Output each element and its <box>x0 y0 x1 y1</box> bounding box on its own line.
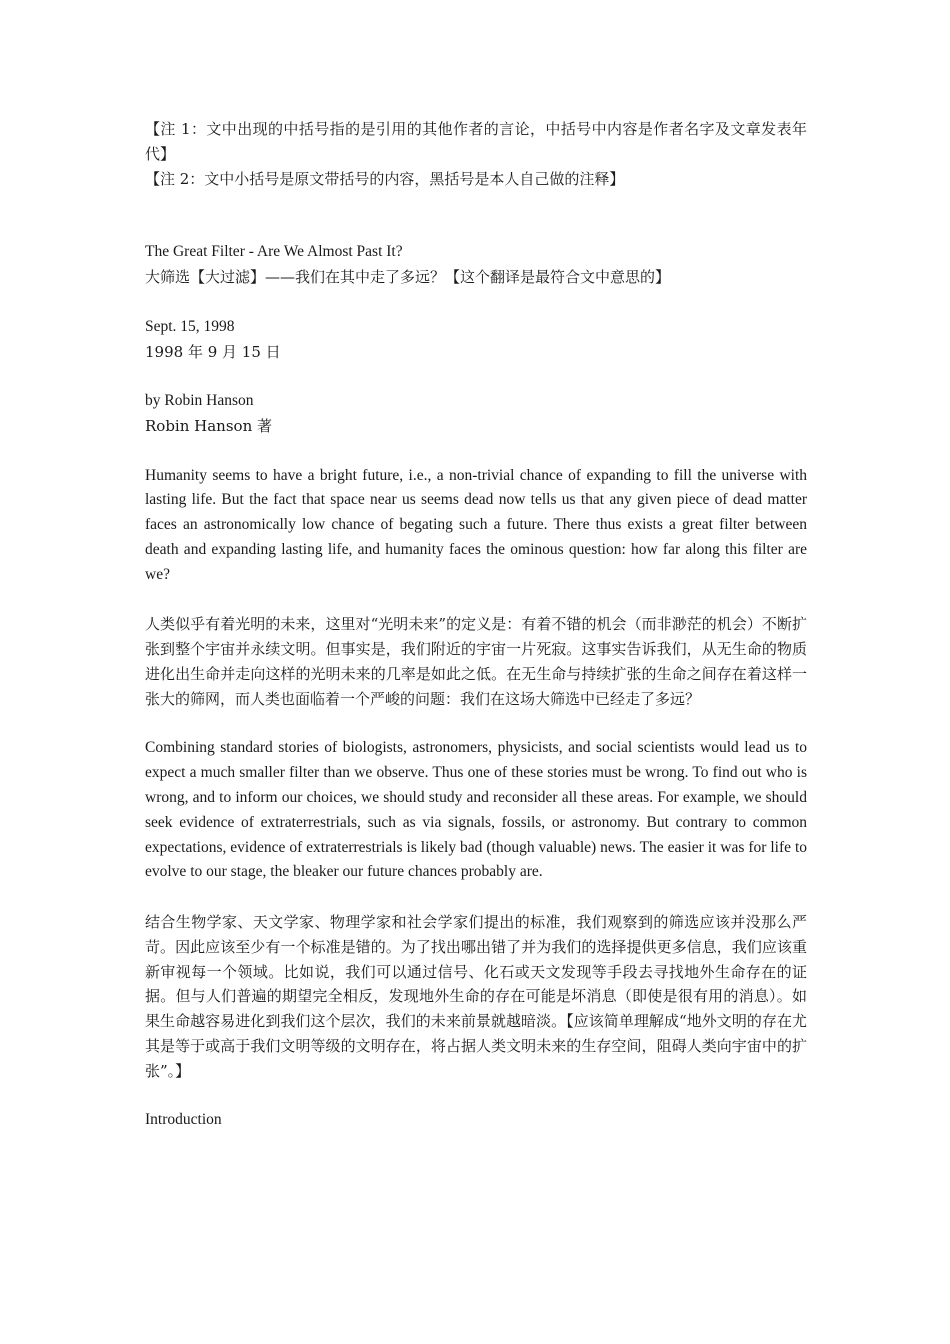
date-block <box>145 315 807 365</box>
date-english: Sept. 15, 1998 <box>145 317 235 335</box>
author-chinese: Robin Hanson 著 <box>145 416 272 435</box>
author-english: by Robin Hanson <box>145 392 254 410</box>
note-2: 【注 2：文中小括号是原文带括号的内容，黑括号是本人自己做的注释】 <box>145 169 625 188</box>
date-chinese: 1998 年 9 月 15 日 <box>145 342 281 361</box>
paragraph-2-english: Combining standard stories of biologists, astronomers, physicists, and social scientists would lead us to expect a much smaller filter than we observe. Thus one of these stories must be wrong. To find out who is wrong, and to inform our choices, we should study and reconsider all these areas. For example, we should seek evidence of extraterrestrials, such as via signals, fossils, or astronomy. But contrary to common expectations, evidence of extraterrestrials is likely bad (though valuable) news. The easier it was for life to evolve to our stage, the bleaker our future chances probably are. <box>145 739 807 881</box>
author-block <box>145 389 807 439</box>
document-page <box>145 117 807 1133</box>
note-1: 【注 1：文中出现的中括号指的是引用的其他作者的言论，中括号中内容是作者名字及文章发表年代】 <box>145 120 807 163</box>
paragraph-1-english: Humanity seems to have a bright future, i.e., a non-trivial chance of expanding to fill the universe with lasting life. But the fact that space near us seems dead now tells us that any given piece of dead matter faces an astronomically low chance of begating such a future. There thus exists a great filter between death and expanding lasting life, and humanity faces the ominous question: how far along this filter are we? <box>145 466 807 583</box>
paragraph-1-chinese: 人类似乎有着光明的未来，这里对“光明未来”的定义是：有着不错的机会（而非渺茫的机会）不断扩张到整个宇宙并永续文明。但事实是，我们附近的宇宙一片死寂。这事实告诉我们，从无生命的物质进化出生命并走向这样的光明未来的几率是如此之低。在无生命与持续扩张的生命之间存在着这样一张大的筛网，而人类也面临着一个严峻的问题：我们在这场大筛选中已经走了多远？ <box>145 615 807 708</box>
title-english: The Great Filter - Are We Almost Past It? <box>145 243 403 261</box>
notes-block <box>145 117 807 191</box>
section-heading-introduction: Introduction <box>145 1111 222 1129</box>
title-chinese: 大筛选【大过滤】——我们在其中走了多远？【这个翻译是最符合文中意思的】 <box>145 268 671 287</box>
title-block <box>145 240 807 290</box>
paragraph-2-chinese: 结合生物学家、天文学家、物理学家和社会学家们提出的标准，我们观察到的筛选应该并没那么严苛。因此应该至少有一个标准是错的。为了找出哪出错了并为我们的选择提供更多信息，我们应该重新审视每一个领域。比如说，我们可以通过信号、化石或天文发现等手段去寻找地外生命存在的证据。但与人们普遍的期望完全相反，发现地外生命的存在可能是坏消息（即使是很有用的消息）。如果生命越容易进化到我们这个层次，我们的未来前景就越暗淡。【应该简单理解成“地外文明的存在尤其是等于或高于我们文明等级的文明存在，将占据人类文明未来的生存空间，阻碍人类向宇宙中的扩张”。】 <box>145 912 807 1080</box>
